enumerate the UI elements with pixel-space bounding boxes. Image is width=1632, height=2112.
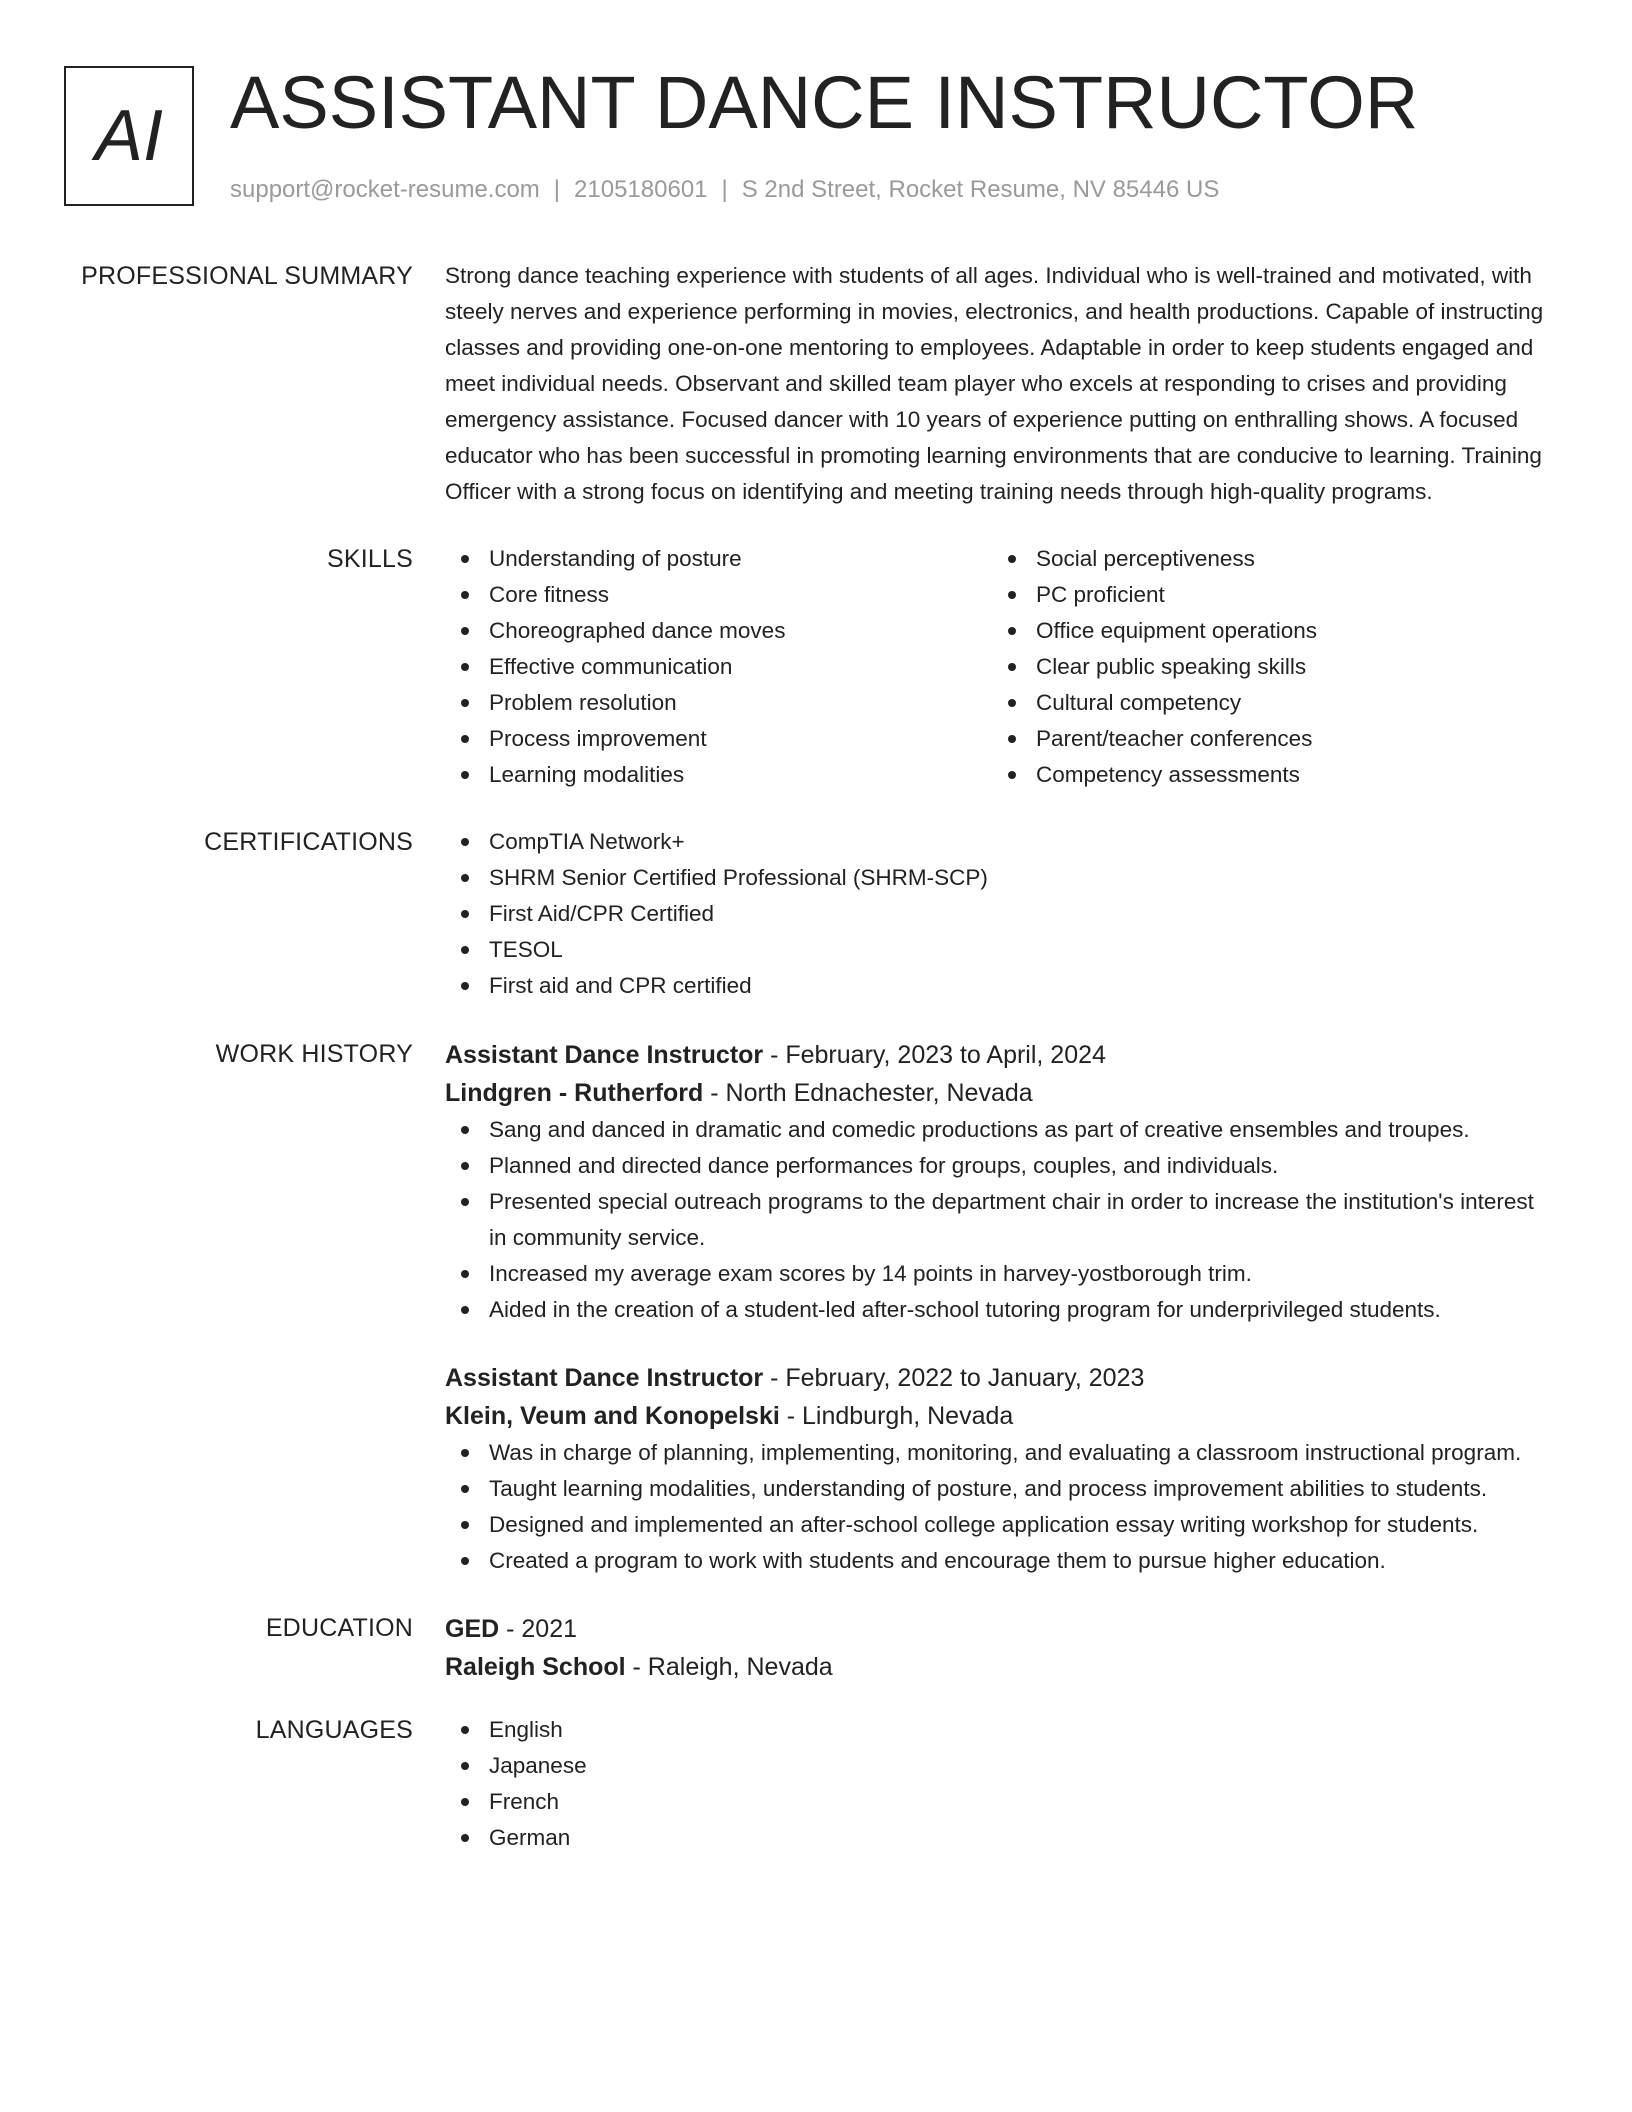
section-title: WORK HISTORY (215, 1040, 413, 1068)
job-bullet: Was in charge of planning, implementing, monitoring, and evaluating a classroom instructional program. (445, 1435, 1557, 1471)
skill-item: Problem resolution (445, 685, 992, 721)
job-bullet: Sang and danced in dramatic and comedic productions as part of creative ensembles and troupes. (445, 1112, 1557, 1148)
skills-list-right (992, 541, 1539, 793)
skill-item: Parent/teacher conferences (992, 721, 1539, 757)
skill-item: Office equipment operations (992, 613, 1539, 649)
job-entry (445, 1359, 1557, 1579)
contact-separator: | (721, 176, 728, 203)
skill-item: Effective communication (445, 649, 992, 685)
section-body (445, 824, 1557, 1004)
job-company: Lindgren - Rutherford (445, 1079, 704, 1107)
section-body (445, 1712, 1557, 1856)
job-location: - Lindburgh, Nevada (779, 1402, 1014, 1430)
certification-item: First aid and CPR certified (445, 968, 1557, 1004)
job-role: Assistant Dance Instructor (445, 1364, 764, 1392)
certification-item: TESOL (445, 932, 1557, 968)
certification-item: CompTIA Network+ (445, 824, 1557, 860)
job-company-line (445, 1074, 1557, 1112)
languages-list (445, 1712, 1557, 1856)
section-body (445, 258, 1557, 510)
skill-item: Understanding of posture (445, 541, 992, 577)
certification-item: First Aid/CPR Certified (445, 896, 1557, 932)
section-body (445, 1610, 1557, 1686)
skills-grid (445, 541, 1557, 793)
skills-list-left (445, 541, 992, 793)
section-title: SKILLS (327, 545, 413, 573)
language-item: French (445, 1784, 1557, 1820)
education-school-line (445, 1648, 1557, 1686)
education-degree-line (445, 1610, 1557, 1648)
contact-email[interactable]: support@rocket-resume.com (230, 176, 540, 203)
skill-item: Process improvement (445, 721, 992, 757)
contact-line (230, 175, 1219, 205)
certifications-section (0, 824, 1632, 1004)
monogram-badge: AI (64, 66, 194, 206)
job-company: Klein, Veum and Konopelski (445, 1402, 780, 1430)
job-bullet: Planned and directed dance performances for groups, couples, and individuals. (445, 1148, 1557, 1184)
summary-text: Strong dance teaching experience with students of all ages. Individual who is well-trained and motivated, with steely nerves and experience performing in movies, electronics, and health productions. Capable of instructing classes and providing one-on-one mentoring to employees. Adaptable in order to keep students engaged and meet individual needs. Observant and skilled team player who excels at responding to crises and providing emergency assistance. Focused dancer with 10 years of experience putting on enthralling shows. A focused educator who has been successful in promoting learning environments that are conducive to learning. Training Officer with a strong focus on identifying and meeting training needs through high-quality programs. (445, 263, 1544, 504)
skill-item: Clear public speaking skills (992, 649, 1539, 685)
job-bullets (445, 1435, 1557, 1579)
section-title: CERTIFICATIONS (204, 828, 413, 856)
contact-separator: | (553, 176, 561, 203)
language-item: German (445, 1820, 1557, 1856)
skills-section (0, 541, 1632, 793)
contact-phone[interactable]: 2105180601 (574, 176, 708, 203)
language-item: Japanese (445, 1748, 1557, 1784)
section-body (445, 1036, 1557, 1579)
education-section (0, 1610, 1632, 1686)
education-year: - 2021 (499, 1615, 578, 1643)
skill-item: Core fitness (445, 577, 992, 613)
job-role-line (445, 1036, 1557, 1074)
skill-item: Choreographed dance moves (445, 613, 992, 649)
language-item: English (445, 1712, 1557, 1748)
skill-item: Competency assessments (992, 757, 1539, 793)
summary-section (0, 258, 1632, 510)
job-company-line (445, 1397, 1557, 1435)
job-dates: - February, 2023 to April, 2024 (763, 1041, 1106, 1069)
page-title: ASSISTANT DANCE INSTRUCTOR (230, 61, 1419, 144)
contact-address: S 2nd Street, Rocket Resume, NV 85446 US (741, 176, 1220, 203)
job-bullet: Presented special outreach programs to the department chair in order to increase the institution's interest in community service. (445, 1184, 1557, 1256)
education-school: Raleigh School (445, 1653, 626, 1681)
skill-item: Cultural competency (992, 685, 1539, 721)
skill-item: Learning modalities (445, 757, 992, 793)
job-role-line (445, 1359, 1557, 1397)
education-location: - Raleigh, Nevada (625, 1653, 833, 1681)
certifications-list (445, 824, 1557, 1004)
section-title: PROFESSIONAL SUMMARY (81, 262, 413, 290)
resume-content (0, 258, 1632, 1856)
job-bullets (445, 1112, 1557, 1328)
section-title: LANGUAGES (255, 1716, 413, 1744)
job-bullet: Taught learning modalities, understanding of posture, and process improvement abilities to students. (445, 1471, 1557, 1507)
job-dates: - February, 2022 to January, 2023 (763, 1364, 1145, 1392)
work-history-section (0, 1036, 1632, 1579)
section-title: EDUCATION (265, 1614, 413, 1642)
job-bullet: Increased my average exam scores by 14 points in harvey-yostborough trim. (445, 1256, 1557, 1292)
skill-item: Social perceptiveness (992, 541, 1539, 577)
certification-item: SHRM Senior Certified Professional (SHRM-SCP) (445, 860, 1557, 896)
job-role: Assistant Dance Instructor (445, 1041, 764, 1069)
job-bullet: Aided in the creation of a student-led after-school tutoring program for underprivileged students. (445, 1292, 1557, 1328)
job-entry (445, 1036, 1557, 1328)
languages-section (0, 1712, 1632, 1856)
skill-item: PC proficient (992, 577, 1539, 613)
job-location: - North Ednachester, Nevada (703, 1079, 1033, 1107)
job-bullet: Designed and implemented an after-school college application essay writing workshop for students. (445, 1507, 1557, 1543)
education-degree: GED (445, 1615, 500, 1643)
job-bullet: Created a program to work with students and encourage them to pursue higher education. (445, 1543, 1557, 1579)
